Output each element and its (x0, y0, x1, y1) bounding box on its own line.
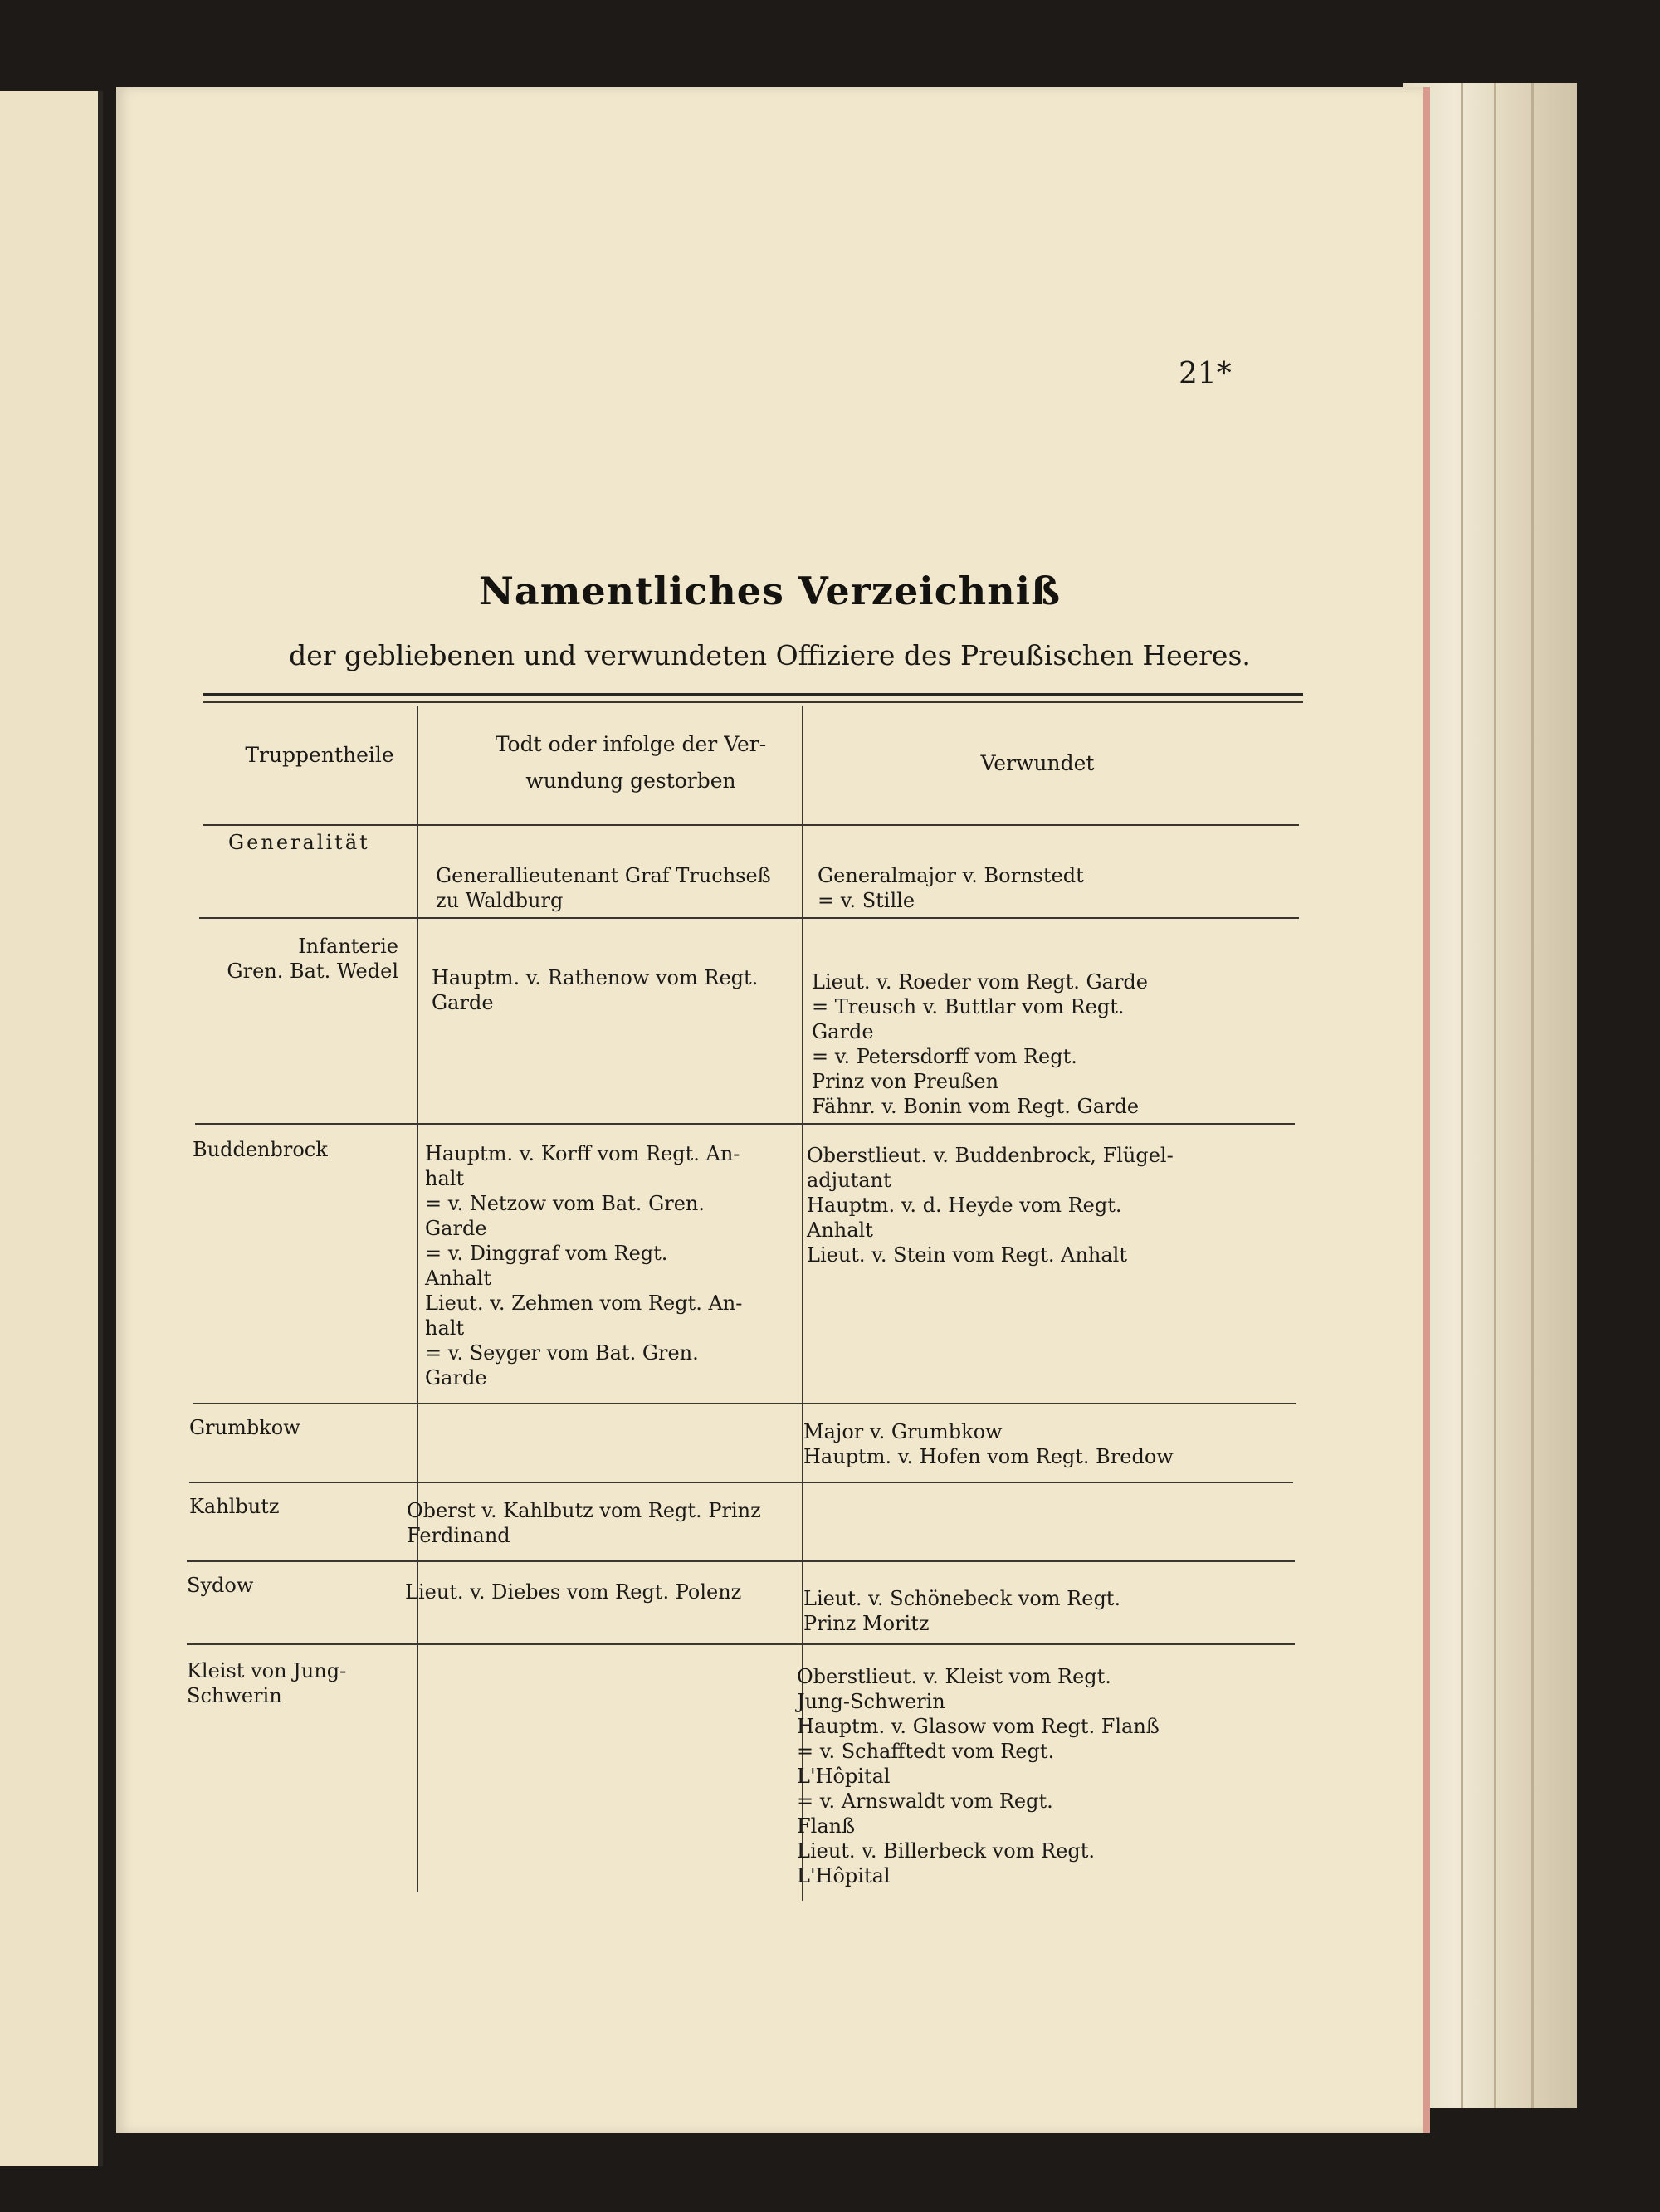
table-top-rule (203, 701, 1303, 703)
page-title: Namentliches Verzeichniß (478, 569, 1062, 613)
row-unit: Kleist von Jung- Schwerin (187, 1659, 347, 1707)
facing-page-edge (0, 91, 103, 2166)
header-wounded: Verwundet (980, 751, 1095, 775)
row-wounded: Major v. Grumbkow Hauptm. v. Hofen vom Regt. Bredow (803, 1420, 1174, 1468)
row-divider (193, 1403, 1296, 1404)
row-dead: Hauptm. v. Rathenow vom Regt. Garde (432, 966, 759, 1014)
column-separator-1 (417, 706, 418, 1892)
row-wounded: Generalmajor v. Bornstedt = v. Stille (818, 864, 1084, 912)
page-stack-line (1461, 83, 1463, 2108)
row-wounded: Lieut. v. Roeder vom Regt. Garde = Treusch v. Buttlar vom Regt. Garde = v. Petersdorff vom Regt. Prinz von Preußen Fähnr. v. Bonin vom Regt. Garde (812, 970, 1148, 1118)
row-unit: Infanterie Gren. Bat. Wedel (227, 935, 398, 983)
row-dead: Hauptm. v. Korff vom Regt. An- halt = v. Netzow vom Bat. Gren. Garde = v. Dinggraf vom Regt. Anhalt Lieut. v. Zehmen vom Regt. An- halt = v. Seyger vom Bat. Gren. Garde (425, 1142, 743, 1389)
row-unit: Generalität (228, 831, 370, 854)
row-wounded: Oberstlieut. v. Kleist vom Regt. Jung-Schwerin Hauptm. v. Glasow vom Regt. Flanß = v. Schafftedt vom Regt. L'Hôpital = v. Arnswaldt vom Regt. Flanß Lieut. v. Billerbeck vom Regt. L'Hôpital (797, 1665, 1160, 1887)
row-wounded: Oberstlieut. v. Buddenbrock, Flügel- adjutant Hauptm. v. d. Heyde vom Regt. Anhalt Lieut. v. Stein vom Regt. Anhalt (807, 1144, 1174, 1267)
header-bottom-rule (203, 824, 1299, 826)
row-divider (187, 1560, 1295, 1562)
row-divider (199, 917, 1299, 919)
table-top-rule (203, 693, 1303, 696)
page-subtitle: der gebliebenen und verwundeten Offiziere des Preußischen Heeres. (289, 639, 1251, 671)
row-dead: Generallieutenant Graf Truchseß zu Waldburg (436, 864, 771, 912)
book-page (116, 87, 1430, 2133)
page-number: 21* (1179, 357, 1232, 391)
row-unit: Sydow (187, 1574, 254, 1597)
row-dead: Oberst v. Kahlbutz vom Regt. Prinz Ferdinand (407, 1499, 761, 1547)
row-unit: Buddenbrock (193, 1138, 328, 1161)
page-stack-line (1494, 83, 1496, 2108)
row-wounded: Lieut. v. Schönebeck vom Regt. Prinz Moritz (803, 1587, 1121, 1635)
header-dead: Todt oder infolge der Ver- wundung gestorben (495, 732, 767, 793)
row-divider (195, 1123, 1295, 1125)
row-divider (187, 1643, 1295, 1645)
page-stack-line (1531, 83, 1534, 2108)
header-unit: Truppentheile (245, 743, 394, 767)
row-unit: Grumbkow (189, 1416, 300, 1439)
row-divider (189, 1482, 1293, 1483)
row-unit: Kahlbutz (189, 1495, 280, 1518)
row-dead: Lieut. v. Diebes vom Regt. Polenz (405, 1580, 742, 1604)
